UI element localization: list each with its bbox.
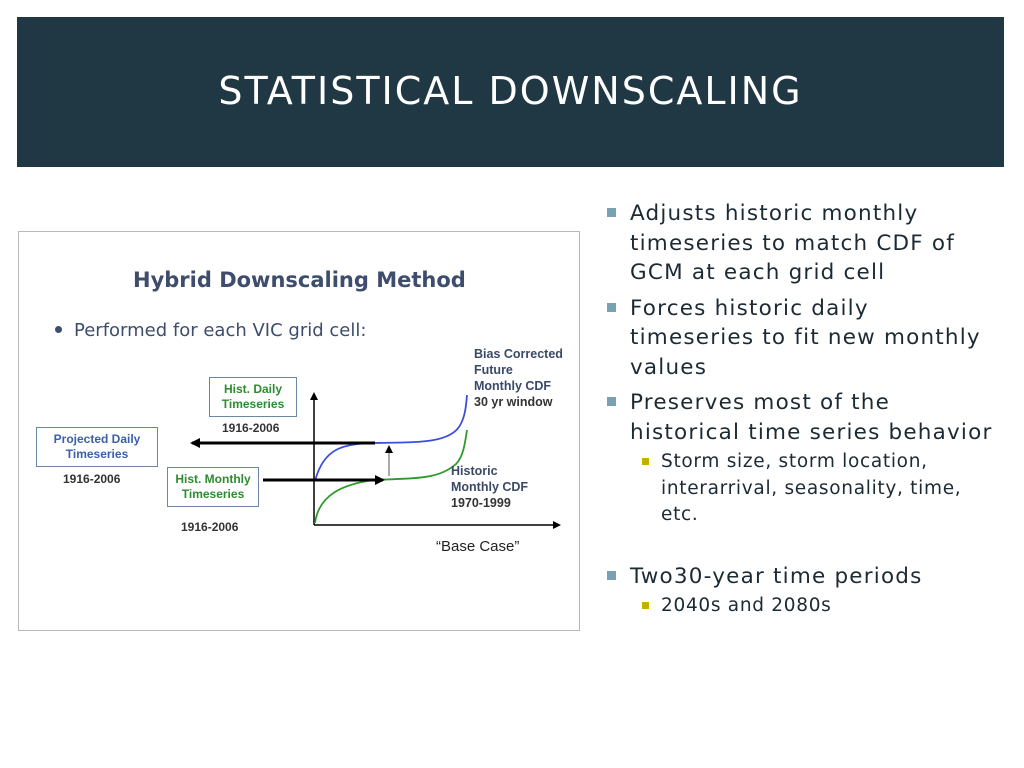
bullet-item <box>606 294 1001 383</box>
square-bullet-icon <box>607 571 616 580</box>
hist-daily-line1: Hist. Daily <box>223 382 283 396</box>
future-cdf-curve <box>315 395 467 481</box>
hist-monthly-line2: Timeseries <box>181 487 245 501</box>
projected-daily-period: 1916-2006 <box>63 472 121 486</box>
projected-daily-line1: Projected Daily <box>53 432 141 446</box>
hist-monthly-box <box>167 467 259 507</box>
hist-daily-period: 1916-2006 <box>222 421 280 435</box>
projected-daily-line2: Timeseries <box>65 447 129 461</box>
bullet-dot-icon <box>55 326 62 333</box>
bias-corrected-label <box>474 346 563 410</box>
figure-bullet <box>55 320 366 341</box>
sub-bullet-item <box>606 593 1001 620</box>
square-sub-bullet-icon <box>642 458 649 465</box>
hist-daily-line2: Timeseries <box>221 397 285 411</box>
hist-daily-box <box>209 377 297 417</box>
bullet-item <box>606 562 1001 620</box>
hist-monthly-line1: Hist. Monthly <box>175 472 251 486</box>
figure-title: Hybrid Downscaling Method <box>133 268 466 292</box>
bullet-text: Forces historic daily timeseries to fit new monthly values <box>630 295 981 380</box>
bullet-list <box>606 199 1001 626</box>
bias-corrected-line3: Monthly CDF <box>474 379 552 393</box>
title-bar <box>17 17 1004 167</box>
square-bullet-icon <box>607 303 616 312</box>
historic-cdf-line1: Historic <box>451 464 498 478</box>
figure-bullet-text: Performed for each VIC grid cell: <box>74 320 367 341</box>
historic-cdf-line2: Monthly CDF <box>451 480 529 494</box>
slide-title: STATISTICAL DOWNSCALING <box>218 69 803 113</box>
spacer <box>606 535 1001 562</box>
bias-corrected-line4: 30 yr window <box>474 395 553 409</box>
sub-bullet-text: 2040s and 2080s <box>661 595 832 616</box>
hist-monthly-period: 1916-2006 <box>181 520 239 534</box>
bullet-text: Two30-year time periods <box>630 563 923 589</box>
historic-cdf-label <box>451 463 528 511</box>
hybrid-downscaling-figure <box>18 231 580 631</box>
square-bullet-icon <box>607 397 616 406</box>
bias-corrected-line1: Bias Corrected <box>474 347 563 361</box>
square-bullet-icon <box>607 208 616 217</box>
bullet-item <box>606 199 1001 288</box>
square-sub-bullet-icon <box>642 602 649 609</box>
projected-daily-box <box>36 427 158 467</box>
bullet-text: Adjusts historic monthly timeseries to match CDF of GCM at each grid cell <box>630 201 956 285</box>
bullet-item <box>606 388 1001 529</box>
sub-bullet-text: Storm size, storm location, interarrival, seasonality, time, etc. <box>661 451 962 525</box>
sub-bullet-item <box>606 449 1001 529</box>
bullet-text: Preserves most of the historical time series behavior <box>630 390 993 445</box>
bias-corrected-line2: Future <box>474 363 513 377</box>
base-case-label: “Base Case” <box>436 538 520 555</box>
historic-cdf-line3: 1970-1999 <box>451 496 511 510</box>
